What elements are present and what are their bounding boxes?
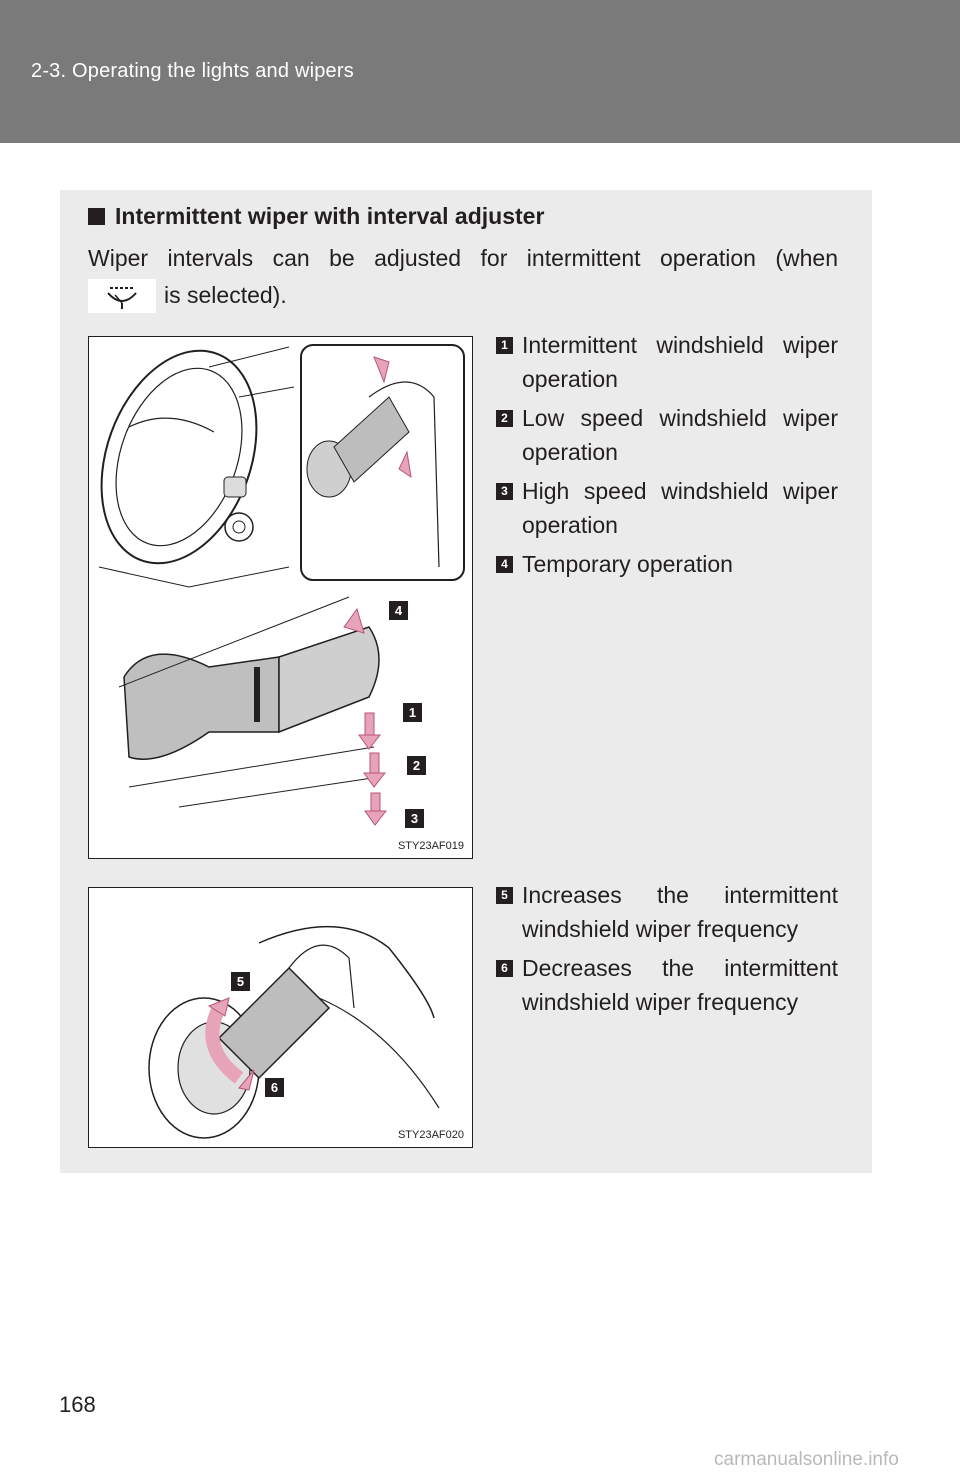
figure-badge-3: 3 [405, 809, 424, 828]
header-band [0, 0, 960, 143]
intro-text-tail: is selected). [164, 282, 287, 308]
legend-text: Temporary operation [522, 551, 733, 577]
page-number: 168 [59, 1392, 96, 1417]
wiper-lever-illustration [89, 337, 472, 858]
heading-text: Intermittent wiper with interval adjuster [115, 203, 545, 229]
wiper-lever-figure [88, 336, 473, 859]
figure-badge-2: 2 [407, 756, 426, 775]
legend-text: Increases the intermittent windshield wiper frequency [522, 882, 838, 942]
legend-number-badge: 6 [496, 960, 513, 977]
legend-item [496, 328, 838, 396]
figure-badge-4: 4 [389, 601, 408, 620]
figure-code: STY23AF020 [397, 1129, 464, 1141]
figure-badge-5: 5 [231, 972, 250, 991]
intro-text-line2 [88, 278, 287, 313]
legend-number-badge: 3 [496, 483, 513, 500]
intro-text-line1: Wiper intervals can be adjusted for intermittent operation (when [88, 245, 838, 271]
legend-text: Intermittent windshield wiper operation [522, 332, 838, 392]
legend-item [496, 878, 838, 946]
legend-text: Low speed windshield wiper operation [522, 405, 838, 465]
legend-number-badge: 4 [496, 556, 513, 573]
legend-item [496, 951, 838, 1019]
section-heading [88, 203, 544, 230]
figure-badge-1: 1 [403, 703, 422, 722]
interval-adjuster-figure [88, 887, 473, 1148]
section-breadcrumb: 2-3. Operating the lights and wipers [31, 60, 354, 82]
legend-number-badge: 2 [496, 410, 513, 427]
legend-number-badge: 5 [496, 887, 513, 904]
legend-text: Decreases the intermittent windshield wiper frequency [522, 955, 838, 1015]
wiper-intermittent-icon [88, 279, 156, 313]
legend-number-badge: 1 [496, 337, 513, 354]
legend-text: High speed windshield wiper operation [522, 478, 838, 538]
heading-square-icon [88, 208, 105, 225]
legend-item [496, 401, 838, 469]
legend-item [496, 547, 838, 581]
interval-adjuster-illustration [89, 888, 472, 1147]
figure-badge-6: 6 [265, 1078, 284, 1097]
watermark: carmanualsonline.info [714, 1449, 899, 1470]
legend-item [496, 474, 838, 542]
figure-code: STY23AF019 [397, 840, 464, 852]
figure2-legend [496, 878, 838, 1024]
figure1-legend [496, 328, 838, 586]
